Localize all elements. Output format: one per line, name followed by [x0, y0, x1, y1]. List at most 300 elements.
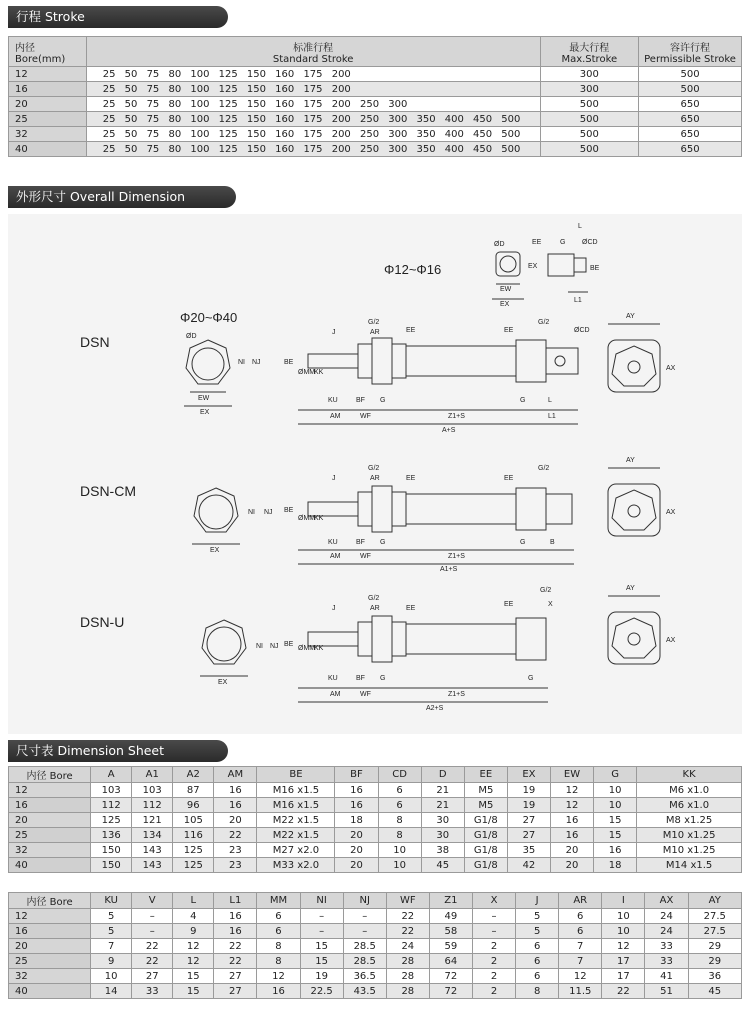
cm-am-label: AM — [330, 553, 341, 560]
dim-value-cell: 150 — [91, 858, 132, 873]
dim-value-cell: 10 — [91, 969, 132, 984]
dim-value-cell: 12 — [550, 783, 593, 798]
stroke-max-cell: 300 — [540, 67, 639, 82]
dim-value-cell: 6 — [516, 939, 559, 954]
stroke-row — [9, 127, 742, 142]
dim-header-cell: 内径 Bore — [9, 893, 91, 909]
stroke-max-cell: 500 — [540, 142, 639, 157]
dim-value-cell: M33 x2.0 — [257, 858, 335, 873]
dim-value-cell: 5 — [91, 909, 132, 924]
dim-value-cell: 24 — [386, 939, 429, 954]
dim-value-cell: 29 — [688, 939, 741, 954]
cm-be-label: BE — [284, 507, 294, 514]
dim-value-cell: 17 — [602, 969, 645, 984]
small-ew-label: EW — [500, 286, 512, 293]
u-g2-right-label: G/2 — [540, 587, 552, 594]
dim-value-cell: 11.5 — [559, 984, 602, 999]
dim-value-cell: 20 — [335, 843, 378, 858]
dsn-ew-label: EW — [198, 395, 210, 402]
dim-value-cell: 8 — [516, 984, 559, 999]
dim-value-cell: 7 — [559, 939, 602, 954]
permissible-header-cn: 容许行程 — [670, 42, 711, 54]
stroke-bore-cell: 12 — [9, 67, 87, 82]
stroke-row — [9, 97, 742, 112]
dim-value-cell: 58 — [429, 924, 472, 939]
dim-header-cell: 内径 Bore — [9, 767, 91, 783]
dsn-j-label: J — [332, 329, 336, 336]
dim-value-cell: 18 — [335, 813, 378, 828]
dim-value-cell: 30 — [421, 828, 464, 843]
dim-value-cell: 20 — [550, 858, 593, 873]
dim-value-cell: G1/8 — [464, 813, 507, 828]
dim-value-cell: 17 — [602, 954, 645, 969]
dim-bore-cell: 12 — [9, 909, 91, 924]
cm-ex-label: EX — [210, 547, 220, 554]
dim-value-cell: 143 — [132, 843, 173, 858]
dim-value-cell: – — [132, 924, 173, 939]
dim-value-cell: 28 — [386, 984, 429, 999]
dim-row — [9, 939, 742, 954]
small-g-label: G — [560, 239, 566, 246]
dim-header-cell: EW — [550, 767, 593, 783]
dim-value-cell: 16 — [214, 924, 257, 939]
cm-ni-label: NI — [248, 509, 255, 516]
dim-value-cell: 36.5 — [343, 969, 386, 984]
dim-value-cell: M16 x1.5 — [257, 783, 335, 798]
dim-value-cell: M22 x1.5 — [257, 813, 335, 828]
size-label-small: Φ12~Φ16 — [384, 262, 442, 277]
size-label-large: Φ20~Φ40 — [180, 310, 238, 325]
dim-value-cell: 125 — [91, 813, 132, 828]
dsn-wf-label: WF — [360, 413, 371, 420]
dim-value-cell: 121 — [132, 813, 173, 828]
dsn-as-label: A+S — [442, 427, 456, 434]
dim-value-cell: 33 — [645, 939, 688, 954]
dim-header-cell: NJ — [343, 893, 386, 909]
dim-value-cell: – — [472, 909, 515, 924]
dim-value-cell: 6 — [516, 954, 559, 969]
dsn-ax-label: AX — [666, 365, 676, 372]
u-ax-label: AX — [666, 637, 676, 644]
dim-value-cell: 12 — [550, 798, 593, 813]
dim-value-cell: 16 — [550, 828, 593, 843]
dim-header-cell: EE — [464, 767, 507, 783]
stroke-bore-cell: 25 — [9, 112, 87, 127]
dim-value-cell: 125 — [173, 843, 214, 858]
stroke-max-cell: 300 — [540, 82, 639, 97]
dim-value-cell: 125 — [173, 858, 214, 873]
u-wf-label: WF — [360, 691, 371, 698]
dim-value-cell: 28 — [386, 954, 429, 969]
stroke-bore-cell: 40 — [9, 142, 87, 157]
dim-header-cell: AM — [214, 767, 257, 783]
dim-value-cell: 30 — [421, 813, 464, 828]
dim-header-cell: BE — [257, 767, 335, 783]
dim-value-cell: 22 — [214, 954, 257, 969]
dim-row — [9, 858, 742, 873]
dim-value-cell: – — [300, 909, 343, 924]
dim-value-cell: M5 — [464, 783, 507, 798]
dim-header-cell: V — [132, 893, 173, 909]
dim-value-cell: 27.5 — [688, 924, 741, 939]
cm-ay-label: AY — [626, 457, 635, 464]
dim-value-cell: 150 — [91, 843, 132, 858]
dim-value-cell: 43.5 — [343, 984, 386, 999]
dim-value-cell: 20 — [335, 858, 378, 873]
u-be-label: BE — [284, 641, 294, 648]
dim-value-cell: 15 — [300, 939, 343, 954]
dim-value-cell: 15 — [173, 969, 214, 984]
stroke-permissible-cell: 650 — [639, 112, 742, 127]
dim-header-cell: AX — [645, 893, 688, 909]
dim-value-cell: – — [132, 909, 173, 924]
stroke-row — [9, 67, 742, 82]
u-z1s-label: Z1+S — [448, 691, 465, 698]
small-ocd-label: ØCD — [582, 239, 598, 246]
dim-row — [9, 909, 742, 924]
small-l-label: L — [578, 223, 582, 230]
dim-value-cell: M14 x1.5 — [637, 858, 742, 873]
cm-b-label: B — [550, 539, 555, 546]
dim-value-cell: 41 — [645, 969, 688, 984]
dim-value-cell: 8 — [378, 828, 421, 843]
stroke-values-cell: 25 50 75 80 100 125 150 160 175 200 250 300 350 400 450 500 — [86, 142, 540, 157]
dim-value-cell: 33 — [132, 984, 173, 999]
dim-row — [9, 954, 742, 969]
cm-ku-label: KU — [328, 539, 338, 546]
dim-value-cell: 22 — [386, 909, 429, 924]
dim-value-cell: 4 — [173, 909, 214, 924]
dsn-od-label: ØD — [186, 333, 197, 340]
dim-value-cell: 2 — [472, 954, 515, 969]
dimension-table-1 — [8, 766, 742, 873]
dsn-ar-label: AR — [370, 329, 380, 336]
stroke-permissible-cell: 650 — [639, 127, 742, 142]
dim-value-cell: – — [343, 924, 386, 939]
dim-value-cell: M6 x1.0 — [637, 783, 742, 798]
u-g-label: G — [380, 675, 386, 682]
stroke-max-cell: 500 — [540, 97, 639, 112]
stroke-section-title: 行程 Stroke — [8, 6, 228, 28]
dim-bore-cell: 16 — [9, 924, 91, 939]
cm-g-right-label: G — [520, 539, 526, 546]
dim-header-cell: BF — [335, 767, 378, 783]
u-ee-label: EE — [406, 605, 416, 612]
dim-value-cell: 15 — [594, 828, 637, 843]
dim-value-cell: 9 — [91, 954, 132, 969]
dim-value-cell: 64 — [429, 954, 472, 969]
dim-value-cell: 28.5 — [343, 939, 386, 954]
dim-value-cell: 2 — [472, 939, 515, 954]
u-am-label: AM — [330, 691, 341, 698]
dim-value-cell: 45 — [688, 984, 741, 999]
max-header-cn: 最大行程 — [569, 42, 610, 54]
u-bf-label: BF — [356, 675, 365, 682]
small-ee-label: EE — [532, 239, 542, 246]
dim-value-cell: 22 — [132, 939, 173, 954]
dim-value-cell: 12 — [173, 939, 214, 954]
dim-value-cell: 27 — [132, 969, 173, 984]
standard-header-cn: 标准行程 — [293, 42, 334, 54]
dim-value-cell: 7 — [559, 954, 602, 969]
u-mm-label: ØMM — [298, 645, 316, 652]
dim-value-cell: 29 — [688, 954, 741, 969]
dim-value-cell: 16 — [214, 798, 257, 813]
max-header-en: Max.Stroke — [561, 53, 618, 65]
dim-row — [9, 843, 742, 858]
dsn-g-label: G — [380, 397, 386, 404]
dim-header-cell: KU — [91, 893, 132, 909]
dim-value-cell: 16 — [594, 843, 637, 858]
dim-value-cell: 5 — [516, 909, 559, 924]
dim-value-cell: – — [300, 924, 343, 939]
stroke-values-cell: 25 50 75 80 100 125 150 160 175 200 250 300 350 400 450 500 — [86, 112, 540, 127]
u-g2-label: G/2 — [368, 595, 380, 602]
stroke-bore-cell: 32 — [9, 127, 87, 142]
dim-bore-cell: 20 — [9, 813, 91, 828]
cm-bf-label: BF — [356, 539, 365, 546]
standard-stroke-header — [86, 37, 540, 67]
dsn-be-label: BE — [284, 359, 294, 366]
dim-bore-cell: 32 — [9, 843, 91, 858]
dim-value-cell: 27 — [214, 984, 257, 999]
dim-value-cell: 15 — [594, 813, 637, 828]
dsn-g2-label: G/2 — [368, 319, 380, 326]
dim-value-cell: 28 — [386, 969, 429, 984]
dim-value-cell: 6 — [378, 798, 421, 813]
dim-value-cell: 42 — [507, 858, 550, 873]
dim-value-cell: 6 — [257, 909, 300, 924]
stroke-row — [9, 82, 742, 97]
cm-ee-label: EE — [406, 475, 416, 482]
dim-row — [9, 924, 742, 939]
dim-value-cell: 12 — [257, 969, 300, 984]
model-label-dsn-u: DSN-U — [80, 614, 125, 630]
u-nj-label: NJ — [270, 643, 279, 650]
dim-value-cell: 116 — [173, 828, 214, 843]
dim-value-cell: 6 — [516, 969, 559, 984]
stroke-max-cell: 500 — [540, 127, 639, 142]
dim-value-cell: 5 — [516, 924, 559, 939]
dim-header-cell: A — [91, 767, 132, 783]
dim-value-cell: 19 — [507, 798, 550, 813]
dim-value-cell: 22 — [602, 984, 645, 999]
dim-row — [9, 783, 742, 798]
bore-header — [9, 37, 87, 67]
dim-header-cell: X — [472, 893, 515, 909]
dim-value-cell: 7 — [91, 939, 132, 954]
dim-value-cell: M27 x2.0 — [257, 843, 335, 858]
dim-value-cell: 16 — [214, 909, 257, 924]
u-ku-label: KU — [328, 675, 338, 682]
small-ex-label: EX — [500, 301, 510, 308]
dim-value-cell: 136 — [91, 828, 132, 843]
dim-bore-cell: 25 — [9, 828, 91, 843]
dsn-ay-label: AY — [626, 313, 635, 320]
dsn-nj-label: NJ — [252, 359, 261, 366]
dim-row — [9, 798, 742, 813]
dim-row — [9, 984, 742, 999]
drawing-background — [8, 214, 742, 734]
dim-header-cell: Z1 — [429, 893, 472, 909]
cm-g2-right-label: G/2 — [538, 465, 550, 472]
dim-value-cell: 28.5 — [343, 954, 386, 969]
cm-ee-right-label: EE — [504, 475, 514, 482]
dim-value-cell: M8 x1.25 — [637, 813, 742, 828]
dim-value-cell: 21 — [421, 783, 464, 798]
dim-value-cell: 12 — [173, 954, 214, 969]
u-ex-label: EX — [218, 679, 228, 686]
dsn-g2-right-label: G/2 — [538, 319, 550, 326]
stroke-permissible-cell: 500 — [639, 67, 742, 82]
dim-value-cell: 36 — [688, 969, 741, 984]
dimension-table-2 — [8, 892, 742, 999]
dim-header-cell: WF — [386, 893, 429, 909]
dsn-ex-label: EX — [200, 409, 210, 416]
small-ex-side-label: EX — [528, 263, 538, 270]
cm-g-label: G — [380, 539, 386, 546]
small-l1-label: L1 — [574, 297, 582, 304]
dim-bore-cell: 12 — [9, 783, 91, 798]
dim-value-cell: 10 — [594, 798, 637, 813]
stroke-row — [9, 142, 742, 157]
dim-header-cell: L1 — [214, 893, 257, 909]
cm-j-label: J — [332, 475, 336, 482]
dim-header-cell: EX — [507, 767, 550, 783]
dim-value-cell: 12 — [559, 969, 602, 984]
dim-value-cell: 6 — [257, 924, 300, 939]
cm-g2-label: G/2 — [368, 465, 380, 472]
dim-value-cell: 15 — [300, 954, 343, 969]
dim-value-cell: 16 — [550, 813, 593, 828]
dim-value-cell: 103 — [91, 783, 132, 798]
dim-row — [9, 813, 742, 828]
dim-header-cell: A1 — [132, 767, 173, 783]
dim-value-cell: 8 — [257, 954, 300, 969]
u-a2s-label: A2+S — [426, 705, 444, 712]
dsn-l-label: L — [548, 397, 552, 404]
dim-header-cell: AY — [688, 893, 741, 909]
permissible-header-en: Permissible Stroke — [644, 53, 736, 65]
dim-bore-cell: 20 — [9, 939, 91, 954]
dim-value-cell: 103 — [132, 783, 173, 798]
dim-value-cell: – — [472, 924, 515, 939]
stroke-values-cell: 25 50 75 80 100 125 150 160 175 200 250 300 — [86, 97, 540, 112]
stroke-values-cell: 25 50 75 80 100 125 150 160 175 200 — [86, 82, 540, 97]
dim-value-cell: 10 — [602, 924, 645, 939]
dim-value-cell: 6 — [559, 924, 602, 939]
dim-value-cell: – — [343, 909, 386, 924]
dim-value-cell: M16 x1.5 — [257, 798, 335, 813]
stroke-bore-cell: 20 — [9, 97, 87, 112]
dim-value-cell: 16 — [335, 798, 378, 813]
dim-value-cell: 21 — [421, 798, 464, 813]
u-g-right-label: G — [528, 675, 534, 682]
dim-value-cell: 2 — [472, 984, 515, 999]
dim-bore-cell: 40 — [9, 858, 91, 873]
dim-value-cell: 20 — [335, 828, 378, 843]
dim-value-cell: 96 — [173, 798, 214, 813]
dim-value-cell: 19 — [300, 969, 343, 984]
model-label-dsn: DSN — [80, 334, 110, 350]
u-ni-label: NI — [256, 643, 263, 650]
max-stroke-header — [540, 37, 639, 67]
dim-header-cell: I — [602, 893, 645, 909]
dim-value-cell: 22 — [386, 924, 429, 939]
dim-bore-cell: 40 — [9, 984, 91, 999]
dim-value-cell: M6 x1.0 — [637, 798, 742, 813]
u-ee-right-label: EE — [504, 601, 514, 608]
dim-header-cell: CD — [378, 767, 421, 783]
dim-value-cell: M22 x1.5 — [257, 828, 335, 843]
dim-value-cell: 23 — [214, 843, 257, 858]
dim-value-cell: 20 — [550, 843, 593, 858]
dsn-ee-right-label: EE — [504, 327, 514, 334]
dim-value-cell: 22.5 — [300, 984, 343, 999]
dim-value-cell: 27.5 — [688, 909, 741, 924]
dim-value-cell: 16 — [257, 984, 300, 999]
cm-z1s-label: Z1+S — [448, 553, 465, 560]
dim-value-cell: 27 — [507, 828, 550, 843]
dim-value-cell: 59 — [429, 939, 472, 954]
dim-value-cell: 18 — [594, 858, 637, 873]
overall-dimension-drawing — [8, 214, 742, 734]
dim-value-cell: 33 — [645, 954, 688, 969]
dim-value-cell: 16 — [335, 783, 378, 798]
dim-value-cell: 10 — [378, 843, 421, 858]
cm-ax-label: AX — [666, 509, 676, 516]
stroke-permissible-cell: 650 — [639, 142, 742, 157]
u-kk-label: KK — [314, 645, 324, 652]
cm-nj-label: NJ — [264, 509, 273, 516]
dim-value-cell: 8 — [257, 939, 300, 954]
dim-value-cell: 49 — [429, 909, 472, 924]
standard-header-en: Standard Stroke — [272, 53, 354, 65]
dim-value-cell: 19 — [507, 783, 550, 798]
dim-value-cell: 143 — [132, 858, 173, 873]
dim-header-cell: G — [594, 767, 637, 783]
u-j-label: J — [332, 605, 336, 612]
dim-value-cell: 12 — [602, 939, 645, 954]
dim-value-cell: 24 — [645, 924, 688, 939]
dim-value-cell: M5 — [464, 798, 507, 813]
dim-value-cell: 24 — [645, 909, 688, 924]
u-ar-label: AR — [370, 605, 380, 612]
small-od-label: ØD — [494, 241, 505, 248]
dsn-ku-label: KU — [328, 397, 338, 404]
stroke-max-cell: 500 — [540, 112, 639, 127]
cm-wf-label: WF — [360, 553, 371, 560]
dim-value-cell: 2 — [472, 969, 515, 984]
dsn-l1-label: L1 — [548, 413, 556, 420]
dim-value-cell: 27 — [507, 813, 550, 828]
stroke-row — [9, 112, 742, 127]
dim-value-cell: 72 — [429, 984, 472, 999]
bore-header-en: Bore(mm) — [15, 53, 66, 65]
dim-header-cell: MM — [257, 893, 300, 909]
model-label-dsn-cm: DSN-CM — [80, 483, 136, 499]
cm-mm-label: ØMM — [298, 515, 316, 522]
u-x-label: X — [548, 601, 553, 608]
dsn-ni-label: NI — [238, 359, 245, 366]
dim-value-cell: 14 — [91, 984, 132, 999]
dsn-mm-label: ØMM — [298, 369, 316, 376]
dim-value-cell: G1/8 — [464, 843, 507, 858]
dim-value-cell: 15 — [173, 984, 214, 999]
dim-value-cell: 16 — [214, 783, 257, 798]
dim-value-cell: 38 — [421, 843, 464, 858]
dim-value-cell: M10 x1.25 — [637, 828, 742, 843]
